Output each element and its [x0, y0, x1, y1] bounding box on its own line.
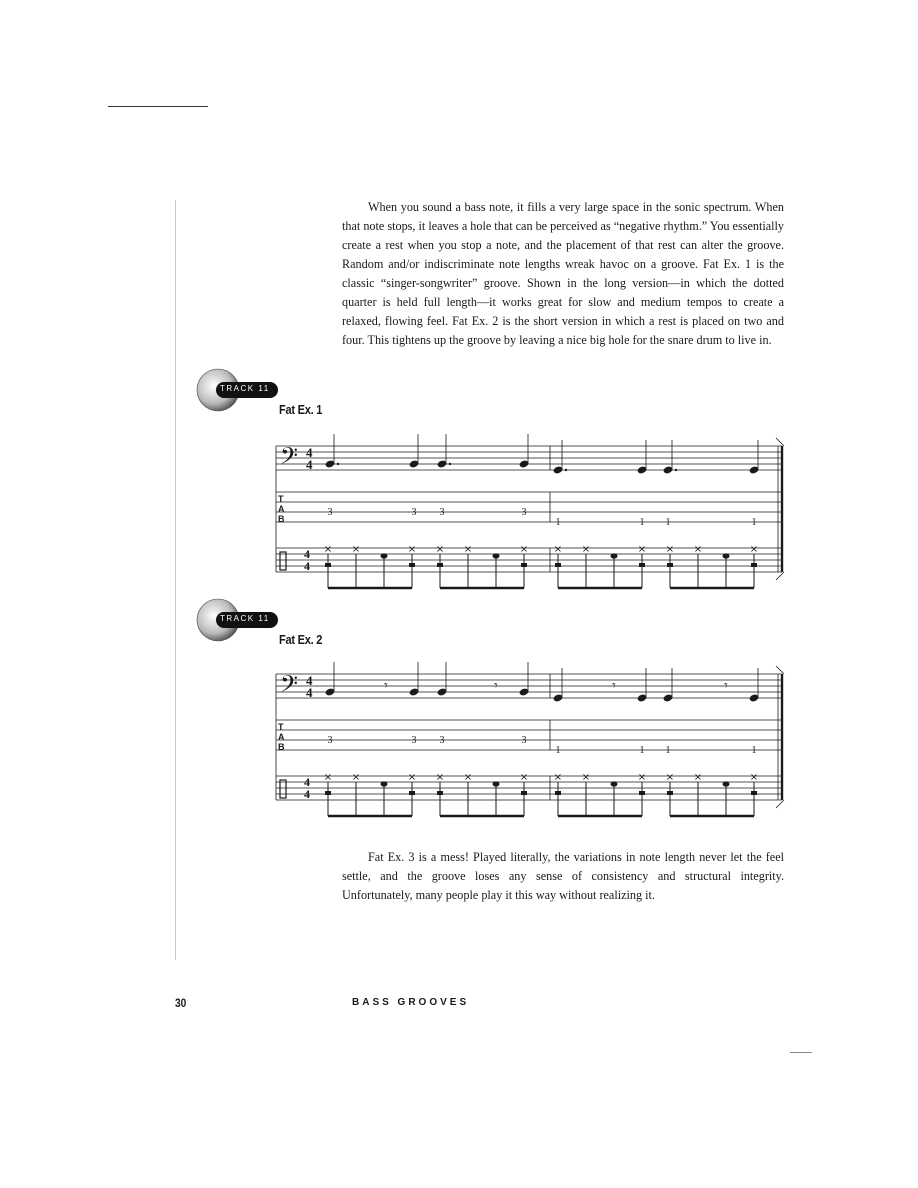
closing-paragraph: Fat Ex. 3 is a mess! Played literally, the variations in note length never let the feel settle, and the groove loses any sense of consistency and structural integrity. Unfortunately, many people play it this way without realizing it. — [342, 850, 784, 902]
tab-number: 1 — [665, 745, 671, 756]
svg-text:4: 4 — [306, 445, 313, 460]
svg-text:4: 4 — [304, 787, 310, 801]
svg-text:T: T — [278, 494, 284, 504]
svg-text:×: × — [519, 772, 529, 783]
svg-text:4: 4 — [306, 685, 313, 700]
tab-number: 1 — [555, 745, 561, 756]
tab-number: 3 — [411, 507, 417, 518]
crop-mark-bottom — [790, 1052, 812, 1053]
svg-text:×: × — [693, 544, 703, 555]
svg-text:×: × — [553, 544, 563, 555]
svg-text:B: B — [278, 514, 285, 524]
tab-number: 3 — [439, 507, 445, 518]
margin-rule — [175, 200, 176, 960]
tab-number: 1 — [639, 517, 645, 528]
notation-ex1 — [270, 434, 790, 594]
svg-text:×: × — [519, 544, 529, 555]
svg-text:𝄾: 𝄾 — [494, 678, 498, 694]
svg-text:×: × — [581, 772, 591, 783]
track-badge-1 — [196, 366, 286, 416]
running-footer-title: BASS GROOVES — [352, 997, 470, 1008]
tab-number: 1 — [751, 517, 757, 528]
tab-number: 3 — [521, 507, 527, 518]
tab-number: 3 — [439, 735, 445, 746]
svg-text:𝄾: 𝄾 — [612, 678, 616, 694]
svg-text:×: × — [749, 544, 759, 555]
svg-text:×: × — [749, 772, 759, 783]
tab-number: 3 — [327, 735, 333, 746]
example-title-2: Fat Ex. 2 — [279, 632, 323, 647]
svg-text:×: × — [323, 544, 333, 555]
svg-text:4: 4 — [306, 673, 313, 688]
svg-text:×: × — [351, 544, 361, 555]
svg-text:×: × — [693, 772, 703, 783]
example-title-1: Fat Ex. 1 — [279, 402, 323, 417]
notation-ex2 — [270, 662, 790, 822]
svg-text:4: 4 — [306, 457, 313, 472]
tab-number: 1 — [639, 745, 645, 756]
svg-text:×: × — [463, 544, 473, 555]
svg-text:×: × — [407, 544, 417, 555]
tab-number: 3 — [521, 735, 527, 746]
svg-text:A: A — [278, 732, 285, 742]
tab-number: 3 — [327, 507, 333, 518]
crop-mark-top — [108, 106, 208, 107]
svg-text:𝄾: 𝄾 — [724, 678, 728, 694]
svg-text:×: × — [463, 772, 473, 783]
svg-text:4: 4 — [304, 547, 310, 561]
tab-number: 3 — [411, 735, 417, 746]
svg-text:×: × — [665, 772, 675, 783]
svg-text:4: 4 — [304, 775, 310, 789]
svg-text:4: 4 — [304, 559, 310, 573]
svg-text:×: × — [553, 772, 563, 783]
track-label: TRACK 11 — [220, 614, 270, 623]
svg-text:𝄢: 𝄢 — [280, 442, 299, 475]
tab-number: 1 — [751, 745, 757, 756]
svg-text:×: × — [435, 772, 445, 783]
svg-text:×: × — [435, 544, 445, 555]
svg-text:×: × — [407, 772, 417, 783]
svg-text:×: × — [351, 772, 361, 783]
svg-text:T: T — [278, 722, 284, 732]
tab-number: 1 — [555, 517, 561, 528]
svg-text:B: B — [278, 742, 285, 752]
page-number: 30 — [175, 996, 187, 1010]
track-label: TRACK 11 — [220, 384, 270, 393]
intro-paragraph: When you sound a bass note, it fills a very large space in the sonic spectrum. When that note stops, it leaves a hole that can be perceived as “negative rhythm.” You essentially create a rest when you stop a note, and the placement of that rest can alter the groove. Random and/or indiscriminate note lengths wreak havoc on a groove. Fat Ex. 1 is the classic “singer-songwriter” groove. Shown in the long version—in which the dotted quarter is held full length—it works great for slow and medium tempos to create a relaxed, flowing feel. Fat Ex. 2 is the short version in which a rest is placed on two and four. This tightens up the groove by leaving a nice big hole for the snare drum to live in. — [342, 200, 785, 347]
tab-number: 1 — [665, 517, 671, 528]
svg-text:×: × — [665, 544, 675, 555]
track-badge-2 — [196, 596, 286, 646]
svg-text:×: × — [323, 772, 333, 783]
svg-text:A: A — [278, 504, 285, 514]
svg-text:𝄾: 𝄾 — [384, 678, 388, 694]
svg-text:×: × — [637, 772, 647, 783]
svg-text:×: × — [637, 544, 647, 555]
svg-text:𝄢: 𝄢 — [280, 670, 299, 703]
svg-text:×: × — [581, 544, 591, 555]
